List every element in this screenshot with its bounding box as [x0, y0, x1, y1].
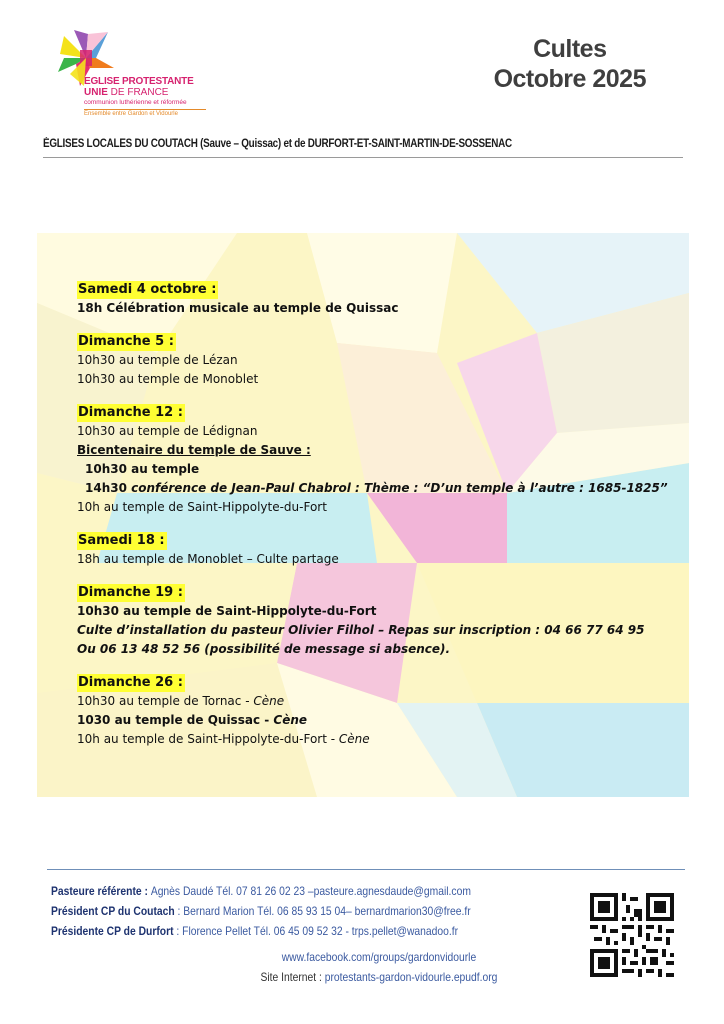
day-block — [77, 403, 697, 517]
event-time: 14h30 — [85, 481, 132, 495]
logo-line2-thin: DE FRANCE — [107, 87, 169, 98]
page-subtitle: ÉGLISES LOCALES DU COUTACH (Sauve – Quissac) et de DURFORT-ET-SAINT-MARTIN-DE-SOSSENAC — [43, 138, 512, 150]
event-line — [77, 621, 697, 640]
facebook-link[interactable]: www.facebook.com/groups/gardonvidourle — [281, 950, 477, 964]
day-block — [77, 531, 697, 569]
contact-details[interactable]: Agnès Daudé Tél. 07 81 26 02 23 –pasteure.agnesdaude@gmail.com — [150, 884, 471, 898]
day-block — [77, 583, 697, 659]
site-link[interactable]: protestants-gardon-vidourle.epudf.org — [324, 970, 498, 984]
contacts — [51, 881, 471, 941]
links-inner — [226, 947, 497, 987]
day-block — [77, 280, 697, 318]
event-detail: Culte d’installation du pasteur Olivier Filhol — [77, 623, 375, 637]
event-line: 10h au temple de Saint-Hippolyte-du-Fort — [77, 500, 327, 514]
event-detail: conférence de Jean-Paul Chabrol : Thème : “D’un temple à l’autre : 1685-1825” — [131, 481, 668, 495]
footer-divider — [47, 869, 685, 870]
logo-line4: Ensemble entre Gardon et Vidourle — [84, 111, 178, 117]
day-block — [77, 673, 697, 749]
event-line: 10h30 au temple de Lézan — [77, 353, 238, 367]
event-line — [77, 479, 697, 498]
site-label: Site Internet : — [260, 970, 325, 984]
contact-role: Présidente CP de Durfort — [51, 924, 174, 938]
church-logo — [56, 28, 226, 128]
contact-role: Président CP du Coutach — [51, 904, 175, 918]
day-heading: Dimanche 12 : — [78, 405, 183, 420]
logo-line3: communion luthérienne et réformée — [84, 99, 187, 106]
day-block — [77, 332, 697, 389]
contact-row — [51, 881, 471, 901]
site-row — [261, 967, 498, 987]
event-line — [77, 692, 697, 711]
event-line: 10h30 au temple de Saint-Hippolyte-du-Fort — [77, 604, 377, 618]
contact-details[interactable]: : Florence Pellet Tél. 06 45 09 52 32 - trps.pellet@wanadoo.fr — [173, 924, 459, 938]
day-heading: Samedi 4 octobre : — [78, 282, 217, 297]
event-detail: 1030 au temple de Quissac - — [77, 713, 274, 727]
event-line: 10h30 au temple de Lédignan — [77, 424, 258, 438]
event-line: 18h au temple de Monoblet – Culte partage — [77, 552, 339, 566]
event-detail: – Repas sur inscription : 04 66 77 64 95 — [374, 623, 645, 637]
contact-details[interactable]: : Bernard Marion Tél. 06 85 93 15 04– bernardmarion30@free.fr — [174, 904, 471, 918]
day-heading: Dimanche 19 : — [78, 585, 183, 600]
qr-code-icon[interactable] — [590, 893, 674, 977]
day-heading: Dimanche 26 : — [78, 675, 183, 690]
event-line: 10h30 au temple — [85, 462, 200, 476]
logo-text — [84, 76, 234, 107]
schedule — [77, 280, 697, 763]
event-note: Cène — [273, 713, 308, 727]
event-line: 18h Célébration musicale au temple de Quissac — [77, 301, 399, 315]
contact-row — [51, 921, 471, 941]
contact-row — [51, 901, 471, 921]
event-subheading: Bicentenaire du temple de Sauve : — [77, 443, 311, 457]
title-line1: Cultes — [533, 35, 607, 63]
event-note: Cène — [253, 694, 285, 708]
title-line2: Octobre 2025 — [493, 65, 646, 93]
logo-line2 — [84, 87, 234, 98]
day-heading: Dimanche 5 : — [78, 334, 174, 349]
event-line — [77, 711, 697, 730]
event-line — [77, 730, 697, 749]
event-detail: 10h30 au temple de Tornac - — [77, 694, 254, 708]
event-line: Ou 06 13 48 52 56 (possibilité de message si absence). — [77, 642, 451, 656]
logo-divider — [84, 109, 206, 110]
day-heading: Samedi 18 : — [78, 533, 165, 548]
logo-line2-bold: UNIE — [84, 87, 108, 98]
subtitle-divider — [43, 157, 683, 158]
page-title — [494, 34, 646, 94]
event-detail: 10h au temple de Saint-Hippolyte-du-Fort - — [77, 732, 339, 746]
event-note: Cène — [338, 732, 370, 746]
contact-role: Pasteure référente : — [51, 884, 151, 898]
event-line: 10h30 au temple de Monoblet — [77, 372, 259, 386]
logo-line1: EGLISE PROTESTANTE — [84, 76, 194, 87]
